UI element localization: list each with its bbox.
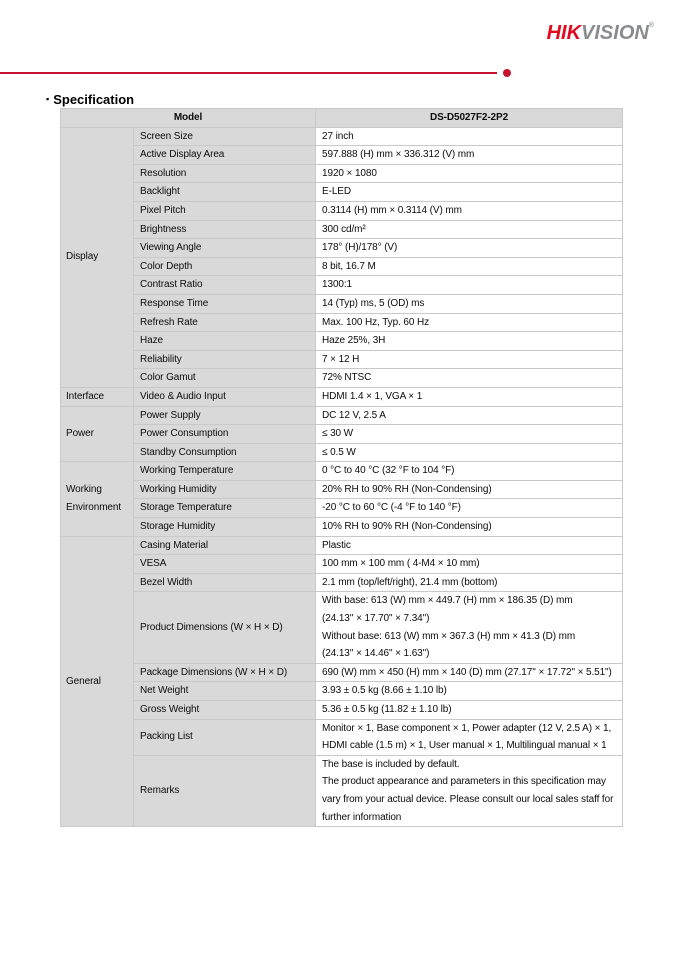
param-cell: Refresh Rate [134,313,316,332]
value-cell: 7 × 12 H [316,350,623,369]
value-cell-packing-list: Monitor × 1, Base component × 1, Power adapter (12 V, 2.5 A) × 1, HDMI cable (1.5 m) × 1, User manual × 1, Multilingual manual × 1 [316,719,623,755]
value-cell: 1300:1 [316,276,623,295]
param-cell: Color Gamut [134,369,316,388]
section-heading [46,92,134,107]
value-cell: 14 (Typ) ms, 5 (OD) ms [316,294,623,313]
value-line: The base is included by default. [322,758,460,770]
table-row [61,573,623,592]
value-cell: -20 °C to 60 °C (-4 °F to 140 °F) [316,499,623,518]
param-cell: Storage Temperature [134,499,316,518]
hikvision-logo [547,22,654,45]
value-line: The product appearance and parameters in this specification may vary from your actual device. Please consult our local sales staff for further information [322,776,614,823]
table-row [61,387,623,406]
param-cell: Remarks [134,755,316,826]
param-cell: Standby Consumption [134,443,316,462]
value-line: With base: 613 (W) mm × 449.7 (H) mm × 186.35 (D) mm [322,595,573,607]
table-row [61,406,623,425]
table-row [61,127,623,146]
table-row [61,536,623,555]
category-cell-general: General [61,536,134,827]
registered-mark-icon: ® [648,22,654,29]
param-cell: VESA [134,555,316,574]
value-cell: 300 cd/m² [316,220,623,239]
table-row [61,332,623,351]
category-cell-interface: Interface [61,387,134,406]
table-row [61,592,623,663]
value-cell: 2.1 mm (top/left/right), 21.4 mm (bottom) [316,573,623,592]
param-cell: Bezel Width [134,573,316,592]
table-row [61,276,623,295]
value-cell: HDMI 1.4 × 1, VGA × 1 [316,387,623,406]
value-cell: ≤ 30 W [316,425,623,444]
param-cell: Working Temperature [134,462,316,481]
table-row [61,257,623,276]
value-cell: 178° (H)/178° (V) [316,239,623,258]
value-cell: 5.36 ± 0.5 kg (11.82 ± 1.10 lb) [316,701,623,720]
value-cell-product-dimensions [316,592,623,663]
value-cell: 690 (W) mm × 450 (H) mm × 140 (D) mm (27.17'' × 17.72" × 5.51") [316,663,623,682]
param-cell: Reliability [134,350,316,369]
param-cell: Backlight [134,183,316,202]
table-row [61,294,623,313]
param-cell: Response Time [134,294,316,313]
param-cell: Storage Humidity [134,518,316,537]
param-cell: Power Consumption [134,425,316,444]
value-cell: 0.3114 (H) mm × 0.3114 (V) mm [316,201,623,220]
param-cell: Net Weight [134,682,316,701]
param-cell: Video & Audio Input [134,387,316,406]
param-cell: Casing Material [134,536,316,555]
value-cell: 1920 × 1080 [316,164,623,183]
value-cell: 3.93 ± 0.5 kg (8.66 ± 1.10 lb) [316,682,623,701]
value-line: (24.13'' × 17.70" × 7.34") [322,613,430,625]
value-cell: Max. 100 Hz, Typ. 60 Hz [316,313,623,332]
param-cell: Working Humidity [134,480,316,499]
table-row [61,164,623,183]
value-cell: 72% NTSC [316,369,623,388]
table-row [61,443,623,462]
category-cell-working-environment: Working Environment [61,462,134,536]
table-row [61,701,623,720]
value-line: (24.13'' × 14.46" × 1.63") [322,648,430,660]
value-line: Without base: 613 (W) mm × 367.3 (H) mm × 41.3 (D) mm [322,630,576,642]
table-row [61,239,623,258]
table-row [61,201,623,220]
table-row [61,220,623,239]
logo-vision-text: VISION [581,22,649,44]
category-cell-power: Power [61,406,134,462]
param-cell: Gross Weight [134,701,316,720]
param-cell: Package Dimensions (W × H × D) [134,663,316,682]
param-cell: Color Depth [134,257,316,276]
table-row [61,369,623,388]
table-row [61,555,623,574]
value-cell: 27 inch [316,127,623,146]
param-cell: Resolution [134,164,316,183]
value-cell: ≤ 0.5 W [316,443,623,462]
table-row [61,183,623,202]
param-cell: Screen Size [134,127,316,146]
value-cell-remarks [316,755,623,826]
value-cell: 597.888 (H) mm × 336.312 (V) mm [316,146,623,165]
table-header-row [61,109,623,128]
value-cell: Plastic [316,536,623,555]
value-cell: DC 12 V, 2.5 A [316,406,623,425]
param-cell: Brightness [134,220,316,239]
value-cell: 10% RH to 90% RH (Non-Condensing) [316,518,623,537]
param-cell: Active Display Area [134,146,316,165]
table-row [61,313,623,332]
param-cell: Contrast Ratio [134,276,316,295]
value-cell: 20% RH to 90% RH (Non-Condensing) [316,480,623,499]
param-cell: Viewing Angle [134,239,316,258]
table-row [61,682,623,701]
value-cell: 8 bit, 16.7 M [316,257,623,276]
table-row [61,499,623,518]
model-value-cell: DS-D5027F2-2P2 [316,109,623,128]
value-cell: E-LED [316,183,623,202]
param-cell: Haze [134,332,316,351]
param-cell: Pixel Pitch [134,201,316,220]
param-cell: Product Dimensions (W × H × D) [134,592,316,663]
model-header-cell: Model [61,109,316,128]
table-row [61,350,623,369]
logo-hik-text: HIK [546,22,582,44]
square-bullet-icon: ▪ [46,94,50,104]
red-dot-icon [503,69,511,77]
value-cell: 0 °C to 40 °C (32 °F to 104 °F) [316,462,623,481]
table-row [61,518,623,537]
table-row [61,480,623,499]
category-cell-display: Display [61,127,134,387]
table-row [61,462,623,481]
param-cell: Power Supply [134,406,316,425]
red-divider-line [0,72,497,74]
value-cell: 100 mm × 100 mm ( 4-M4 × 10 mm) [316,555,623,574]
table-row [61,146,623,165]
table-row [61,719,623,755]
table-row [61,425,623,444]
section-heading-label: Specification [53,92,135,107]
table-row [61,755,623,826]
spec-table [60,108,623,827]
table-row [61,663,623,682]
param-cell: Packing List [134,719,316,755]
value-cell: Haze 25%, 3H [316,332,623,351]
